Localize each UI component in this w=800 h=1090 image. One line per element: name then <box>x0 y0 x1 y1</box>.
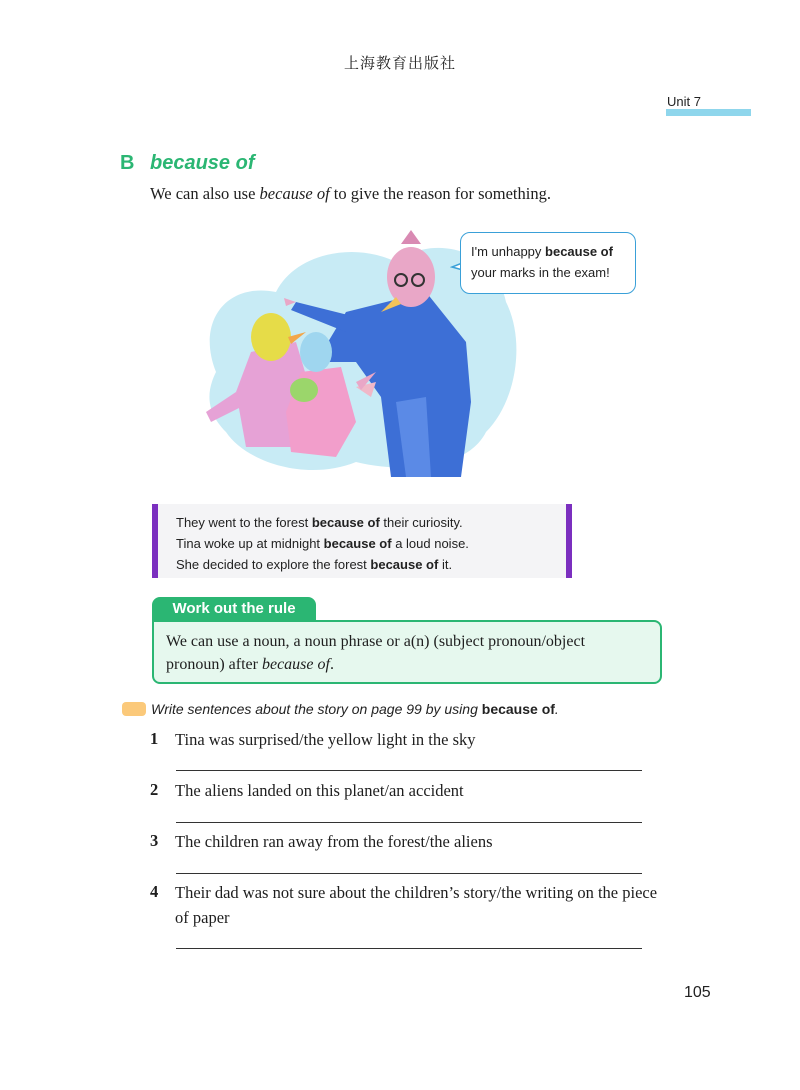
rule-line-2: pronoun) after because of. <box>166 656 334 673</box>
rule-tab-heading: Work out the rule <box>152 597 316 621</box>
wizard-head <box>387 247 435 307</box>
speech-bubble <box>460 232 636 294</box>
unit-bar <box>666 109 751 116</box>
answer-line[interactable] <box>176 948 642 949</box>
page-number: 105 <box>684 984 711 1001</box>
section-letter: B <box>120 152 135 174</box>
question-number: 4 <box>150 882 159 901</box>
exercise-instruction: Write sentences about the story on page 99 by using because of. <box>151 701 559 717</box>
answer-line[interactable] <box>176 822 642 823</box>
question-text: The aliens landed on this planet/an accident <box>175 781 464 800</box>
question-number: 3 <box>150 831 159 850</box>
unit-label: Unit 7 <box>667 94 701 109</box>
publisher-name: 上海教育出版社 <box>343 54 456 72</box>
rule-line-1: We can use a noun, a noun phrase or a(n) (subject pronoun/object <box>166 633 586 650</box>
section-title: because of <box>150 152 255 174</box>
rule-box <box>152 620 662 684</box>
speech-line-1: I'm unhappy because of <box>471 244 613 259</box>
second-student-head <box>300 332 332 372</box>
speech-line-2: your marks in the exam! <box>471 265 610 280</box>
answer-line[interactable] <box>176 770 642 771</box>
example-sentences <box>152 504 572 578</box>
question-number: 2 <box>150 780 159 799</box>
section-intro: We can also use because of to give the reason for something. <box>150 184 551 203</box>
question-text: The children ran away from the forest/the aliens <box>175 832 493 851</box>
question-text: Tina was surprised/the yellow light in the sky <box>175 730 476 749</box>
example-sentence: They went to the forest because of their curiosity. <box>176 515 463 530</box>
question-text: Their dad was not sure about the children’s story/the writing on the piece of paper <box>175 883 658 927</box>
example-sentence: Tina woke up at midnight because of a loud noise. <box>176 536 469 551</box>
pencil-marker-icon <box>122 702 146 716</box>
student-head <box>251 313 291 361</box>
example-sentence: She decided to explore the forest because of it. <box>176 557 453 572</box>
answer-line[interactable] <box>176 873 642 874</box>
question-number: 1 <box>150 729 159 748</box>
